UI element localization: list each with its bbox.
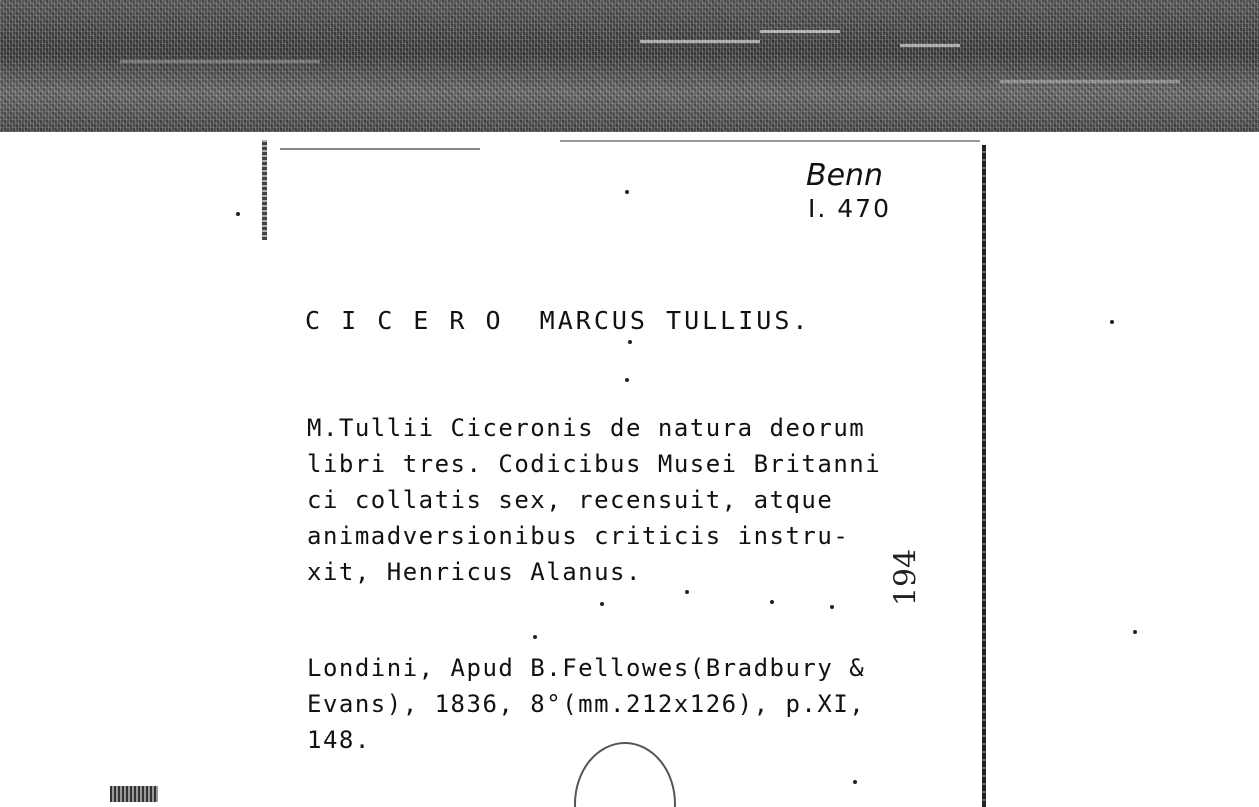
title-line: xit, Henricus Alanus.	[307, 558, 642, 586]
speck	[628, 340, 632, 344]
card-left-edge	[262, 140, 267, 240]
stamp-number: 194	[888, 548, 924, 607]
imprint-line: Evans), 1836, 8°(mm.212x126), p.XI,	[307, 690, 866, 718]
speck	[685, 590, 689, 594]
title-block	[307, 410, 881, 590]
speck	[770, 600, 774, 604]
speck	[853, 780, 857, 784]
scanned-top-band	[0, 0, 1259, 132]
speck	[533, 635, 537, 639]
card-top-edge-right	[560, 140, 980, 142]
speck	[1110, 320, 1114, 324]
scan-smudge	[110, 786, 158, 802]
shelfmark-number: I. 470	[808, 194, 891, 223]
speck	[236, 212, 240, 216]
imprint-line: Londini, Apud B.Fellowes(Bradbury &	[307, 654, 866, 682]
shelfmark-author: Benn	[806, 158, 884, 193]
card-right-edge	[982, 145, 986, 807]
card-heading: C I C E R O MARCUS TULLIUS.	[305, 306, 811, 335]
speck	[625, 190, 629, 194]
card-top-edge	[280, 148, 480, 150]
title-line: animadversionibus criticis instru-	[307, 522, 850, 550]
speck	[1133, 630, 1137, 634]
title-line: ci collatis sex, recensuit, atque	[307, 486, 834, 514]
imprint-line: 148.	[307, 726, 371, 754]
speck	[830, 605, 834, 609]
title-line: libri tres. Codicibus Musei Britanni	[307, 450, 882, 478]
imprint-block	[307, 650, 865, 758]
speck	[600, 602, 604, 606]
speck	[625, 378, 629, 382]
title-line: M.Tullii Ciceronis de natura deorum	[307, 414, 866, 442]
